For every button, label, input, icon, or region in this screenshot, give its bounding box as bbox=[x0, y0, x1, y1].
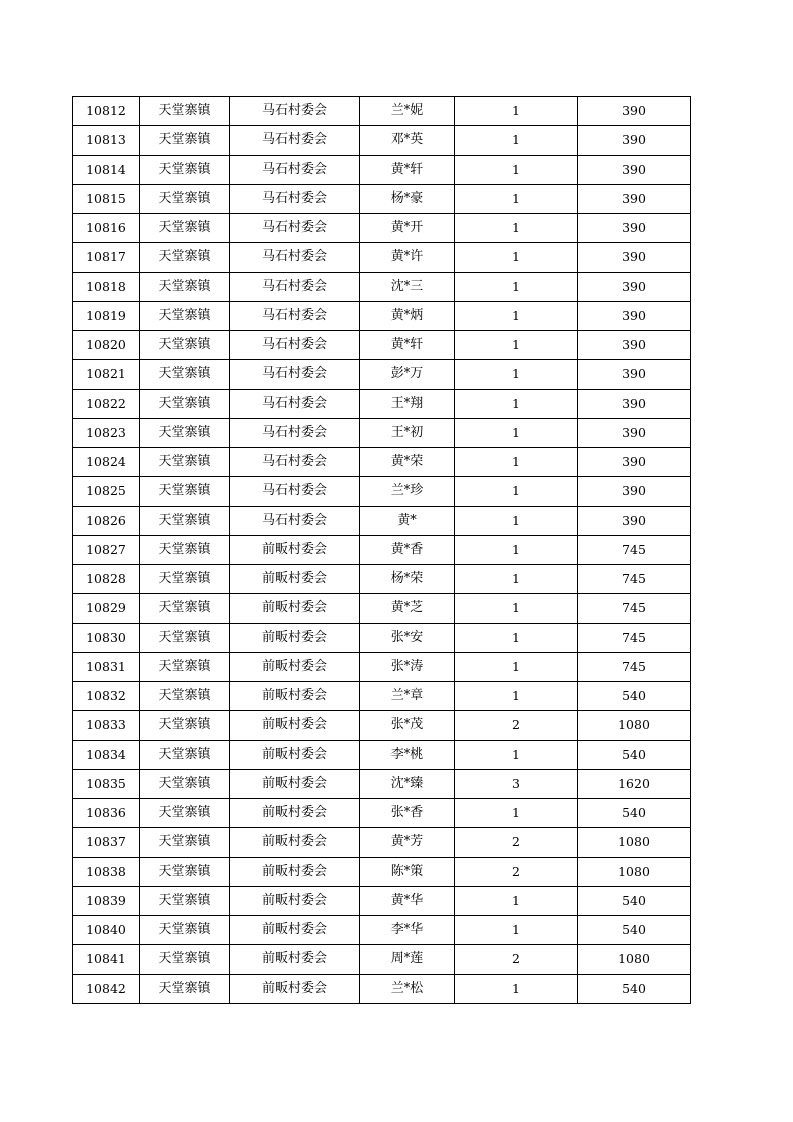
table-row bbox=[73, 389, 691, 418]
record-id-cell: 10829 bbox=[73, 594, 140, 623]
name-cell: 李*桃 bbox=[360, 740, 455, 769]
town-cell: 天堂寨镇 bbox=[140, 506, 230, 535]
amount-cell: 1080 bbox=[578, 711, 691, 740]
count-cell: 1 bbox=[455, 360, 578, 389]
village-committee-cell: 马石村委会 bbox=[230, 126, 360, 155]
village-committee-cell: 前畈村委会 bbox=[230, 799, 360, 828]
village-committee-cell: 前畈村委会 bbox=[230, 594, 360, 623]
amount-cell: 390 bbox=[578, 243, 691, 272]
count-cell: 1 bbox=[455, 799, 578, 828]
amount-cell: 745 bbox=[578, 623, 691, 652]
record-id-cell: 10826 bbox=[73, 506, 140, 535]
amount-cell: 540 bbox=[578, 799, 691, 828]
count-cell: 2 bbox=[455, 857, 578, 886]
record-id-cell: 10812 bbox=[73, 97, 140, 126]
amount-cell: 390 bbox=[578, 448, 691, 477]
table-row bbox=[73, 477, 691, 506]
town-cell: 天堂寨镇 bbox=[140, 155, 230, 184]
village-committee-cell: 马石村委会 bbox=[230, 97, 360, 126]
count-cell: 1 bbox=[455, 916, 578, 945]
amount-cell: 390 bbox=[578, 155, 691, 184]
town-cell: 天堂寨镇 bbox=[140, 126, 230, 155]
amount-cell: 745 bbox=[578, 594, 691, 623]
name-cell: 兰*章 bbox=[360, 682, 455, 711]
count-cell: 1 bbox=[455, 97, 578, 126]
town-cell: 天堂寨镇 bbox=[140, 184, 230, 213]
record-id-cell: 10822 bbox=[73, 389, 140, 418]
count-cell: 1 bbox=[455, 623, 578, 652]
town-cell: 天堂寨镇 bbox=[140, 769, 230, 798]
record-id-cell: 10837 bbox=[73, 828, 140, 857]
count-cell: 1 bbox=[455, 506, 578, 535]
record-id-cell: 10838 bbox=[73, 857, 140, 886]
record-id-cell: 10842 bbox=[73, 974, 140, 1003]
table-row bbox=[73, 945, 691, 974]
town-cell: 天堂寨镇 bbox=[140, 331, 230, 360]
count-cell: 1 bbox=[455, 331, 578, 360]
name-cell: 张*安 bbox=[360, 623, 455, 652]
town-cell: 天堂寨镇 bbox=[140, 652, 230, 681]
town-cell: 天堂寨镇 bbox=[140, 389, 230, 418]
record-id-cell: 10835 bbox=[73, 769, 140, 798]
table-row bbox=[73, 769, 691, 798]
table-row bbox=[73, 155, 691, 184]
name-cell: 沈*三 bbox=[360, 272, 455, 301]
village-committee-cell: 前畈村委会 bbox=[230, 945, 360, 974]
town-cell: 天堂寨镇 bbox=[140, 594, 230, 623]
table-row bbox=[73, 214, 691, 243]
table-row bbox=[73, 272, 691, 301]
village-committee-cell: 前畈村委会 bbox=[230, 682, 360, 711]
name-cell: 彭*万 bbox=[360, 360, 455, 389]
record-id-cell: 10828 bbox=[73, 565, 140, 594]
count-cell: 1 bbox=[455, 448, 578, 477]
table-row bbox=[73, 506, 691, 535]
village-committee-cell: 马石村委会 bbox=[230, 331, 360, 360]
amount-cell: 540 bbox=[578, 682, 691, 711]
table-row bbox=[73, 126, 691, 155]
village-committee-cell: 马石村委会 bbox=[230, 389, 360, 418]
name-cell: 邓*英 bbox=[360, 126, 455, 155]
village-committee-cell: 马石村委会 bbox=[230, 360, 360, 389]
town-cell: 天堂寨镇 bbox=[140, 448, 230, 477]
village-committee-cell: 前畈村委会 bbox=[230, 565, 360, 594]
village-committee-cell: 前畈村委会 bbox=[230, 769, 360, 798]
village-committee-cell: 前畈村委会 bbox=[230, 652, 360, 681]
table-row bbox=[73, 652, 691, 681]
village-committee-cell: 马石村委会 bbox=[230, 272, 360, 301]
count-cell: 1 bbox=[455, 652, 578, 681]
count-cell: 1 bbox=[455, 155, 578, 184]
count-cell: 1 bbox=[455, 389, 578, 418]
town-cell: 天堂寨镇 bbox=[140, 360, 230, 389]
amount-cell: 540 bbox=[578, 886, 691, 915]
name-cell: 黄*轩 bbox=[360, 331, 455, 360]
table-row bbox=[73, 448, 691, 477]
record-id-cell: 10831 bbox=[73, 652, 140, 681]
name-cell: 兰*妮 bbox=[360, 97, 455, 126]
town-cell: 天堂寨镇 bbox=[140, 828, 230, 857]
table-row bbox=[73, 682, 691, 711]
count-cell: 2 bbox=[455, 945, 578, 974]
table-row bbox=[73, 184, 691, 213]
count-cell: 1 bbox=[455, 974, 578, 1003]
town-cell: 天堂寨镇 bbox=[140, 565, 230, 594]
count-cell: 1 bbox=[455, 301, 578, 330]
amount-cell: 390 bbox=[578, 126, 691, 155]
record-id-cell: 10817 bbox=[73, 243, 140, 272]
data-table bbox=[72, 96, 691, 1004]
village-committee-cell: 前畈村委会 bbox=[230, 857, 360, 886]
town-cell: 天堂寨镇 bbox=[140, 301, 230, 330]
amount-cell: 390 bbox=[578, 97, 691, 126]
table-row bbox=[73, 974, 691, 1003]
name-cell: 张*茂 bbox=[360, 711, 455, 740]
record-id-cell: 10816 bbox=[73, 214, 140, 243]
town-cell: 天堂寨镇 bbox=[140, 974, 230, 1003]
village-committee-cell: 前畈村委会 bbox=[230, 974, 360, 1003]
amount-cell: 390 bbox=[578, 477, 691, 506]
village-committee-cell: 马石村委会 bbox=[230, 477, 360, 506]
name-cell: 陈*策 bbox=[360, 857, 455, 886]
table-row bbox=[73, 886, 691, 915]
town-cell: 天堂寨镇 bbox=[140, 477, 230, 506]
record-id-cell: 10814 bbox=[73, 155, 140, 184]
amount-cell: 390 bbox=[578, 506, 691, 535]
count-cell: 3 bbox=[455, 769, 578, 798]
amount-cell: 1620 bbox=[578, 769, 691, 798]
record-id-cell: 10830 bbox=[73, 623, 140, 652]
village-committee-cell: 马石村委会 bbox=[230, 418, 360, 447]
village-committee-cell: 前畈村委会 bbox=[230, 828, 360, 857]
name-cell: 沈*臻 bbox=[360, 769, 455, 798]
count-cell: 1 bbox=[455, 214, 578, 243]
village-committee-cell: 马石村委会 bbox=[230, 155, 360, 184]
name-cell: 黄*炳 bbox=[360, 301, 455, 330]
count-cell: 1 bbox=[455, 477, 578, 506]
record-id-cell: 10834 bbox=[73, 740, 140, 769]
count-cell: 1 bbox=[455, 535, 578, 564]
name-cell: 黄* bbox=[360, 506, 455, 535]
village-committee-cell: 马石村委会 bbox=[230, 301, 360, 330]
count-cell: 1 bbox=[455, 740, 578, 769]
village-committee-cell: 前畈村委会 bbox=[230, 886, 360, 915]
table-row bbox=[73, 740, 691, 769]
town-cell: 天堂寨镇 bbox=[140, 682, 230, 711]
table-body bbox=[73, 97, 691, 1004]
town-cell: 天堂寨镇 bbox=[140, 740, 230, 769]
amount-cell: 1080 bbox=[578, 857, 691, 886]
town-cell: 天堂寨镇 bbox=[140, 243, 230, 272]
village-committee-cell: 马石村委会 bbox=[230, 448, 360, 477]
name-cell: 黄*华 bbox=[360, 886, 455, 915]
town-cell: 天堂寨镇 bbox=[140, 623, 230, 652]
name-cell: 周*莲 bbox=[360, 945, 455, 974]
village-committee-cell: 前畈村委会 bbox=[230, 916, 360, 945]
table-row bbox=[73, 301, 691, 330]
village-committee-cell: 前畈村委会 bbox=[230, 740, 360, 769]
name-cell: 黄*香 bbox=[360, 535, 455, 564]
name-cell: 张*涛 bbox=[360, 652, 455, 681]
amount-cell: 390 bbox=[578, 360, 691, 389]
town-cell: 天堂寨镇 bbox=[140, 214, 230, 243]
table-row bbox=[73, 360, 691, 389]
record-id-cell: 10818 bbox=[73, 272, 140, 301]
record-id-cell: 10813 bbox=[73, 126, 140, 155]
count-cell: 1 bbox=[455, 418, 578, 447]
town-cell: 天堂寨镇 bbox=[140, 535, 230, 564]
name-cell: 李*华 bbox=[360, 916, 455, 945]
town-cell: 天堂寨镇 bbox=[140, 711, 230, 740]
count-cell: 1 bbox=[455, 272, 578, 301]
amount-cell: 1080 bbox=[578, 945, 691, 974]
record-id-cell: 10821 bbox=[73, 360, 140, 389]
amount-cell: 1080 bbox=[578, 828, 691, 857]
table-row bbox=[73, 916, 691, 945]
count-cell: 1 bbox=[455, 565, 578, 594]
table-row bbox=[73, 799, 691, 828]
village-committee-cell: 前畈村委会 bbox=[230, 535, 360, 564]
count-cell: 1 bbox=[455, 184, 578, 213]
record-id-cell: 10823 bbox=[73, 418, 140, 447]
record-id-cell: 10836 bbox=[73, 799, 140, 828]
village-committee-cell: 前畈村委会 bbox=[230, 711, 360, 740]
record-id-cell: 10825 bbox=[73, 477, 140, 506]
amount-cell: 540 bbox=[578, 740, 691, 769]
record-id-cell: 10839 bbox=[73, 886, 140, 915]
table-row bbox=[73, 623, 691, 652]
count-cell: 2 bbox=[455, 828, 578, 857]
record-id-cell: 10840 bbox=[73, 916, 140, 945]
name-cell: 黄*开 bbox=[360, 214, 455, 243]
name-cell: 黄*芝 bbox=[360, 594, 455, 623]
record-id-cell: 10833 bbox=[73, 711, 140, 740]
table-row bbox=[73, 594, 691, 623]
amount-cell: 390 bbox=[578, 272, 691, 301]
count-cell: 1 bbox=[455, 126, 578, 155]
amount-cell: 745 bbox=[578, 652, 691, 681]
name-cell: 王*翔 bbox=[360, 389, 455, 418]
name-cell: 杨*豪 bbox=[360, 184, 455, 213]
amount-cell: 390 bbox=[578, 214, 691, 243]
count-cell: 1 bbox=[455, 682, 578, 711]
name-cell: 黄*许 bbox=[360, 243, 455, 272]
record-id-cell: 10841 bbox=[73, 945, 140, 974]
town-cell: 天堂寨镇 bbox=[140, 945, 230, 974]
amount-cell: 540 bbox=[578, 974, 691, 1003]
town-cell: 天堂寨镇 bbox=[140, 886, 230, 915]
amount-cell: 540 bbox=[578, 916, 691, 945]
name-cell: 兰*松 bbox=[360, 974, 455, 1003]
table-row bbox=[73, 565, 691, 594]
name-cell: 王*初 bbox=[360, 418, 455, 447]
count-cell: 1 bbox=[455, 243, 578, 272]
count-cell: 2 bbox=[455, 711, 578, 740]
record-id-cell: 10820 bbox=[73, 331, 140, 360]
amount-cell: 390 bbox=[578, 301, 691, 330]
town-cell: 天堂寨镇 bbox=[140, 799, 230, 828]
village-committee-cell: 马石村委会 bbox=[230, 184, 360, 213]
town-cell: 天堂寨镇 bbox=[140, 916, 230, 945]
table-row bbox=[73, 711, 691, 740]
name-cell: 杨*荣 bbox=[360, 565, 455, 594]
count-cell: 1 bbox=[455, 594, 578, 623]
count-cell: 1 bbox=[455, 886, 578, 915]
village-committee-cell: 马石村委会 bbox=[230, 506, 360, 535]
record-id-cell: 10832 bbox=[73, 682, 140, 711]
amount-cell: 390 bbox=[578, 389, 691, 418]
table-row bbox=[73, 243, 691, 272]
amount-cell: 390 bbox=[578, 184, 691, 213]
amount-cell: 745 bbox=[578, 565, 691, 594]
table-row bbox=[73, 535, 691, 564]
table-row bbox=[73, 418, 691, 447]
record-id-cell: 10824 bbox=[73, 448, 140, 477]
amount-cell: 390 bbox=[578, 331, 691, 360]
amount-cell: 390 bbox=[578, 418, 691, 447]
amount-cell: 745 bbox=[578, 535, 691, 564]
town-cell: 天堂寨镇 bbox=[140, 97, 230, 126]
name-cell: 张*香 bbox=[360, 799, 455, 828]
table-row bbox=[73, 828, 691, 857]
table-row bbox=[73, 331, 691, 360]
village-committee-cell: 马石村委会 bbox=[230, 243, 360, 272]
name-cell: 黄*荣 bbox=[360, 448, 455, 477]
record-id-cell: 10815 bbox=[73, 184, 140, 213]
town-cell: 天堂寨镇 bbox=[140, 857, 230, 886]
name-cell: 黄*芳 bbox=[360, 828, 455, 857]
town-cell: 天堂寨镇 bbox=[140, 418, 230, 447]
name-cell: 黄*轩 bbox=[360, 155, 455, 184]
village-committee-cell: 前畈村委会 bbox=[230, 623, 360, 652]
table-row bbox=[73, 857, 691, 886]
town-cell: 天堂寨镇 bbox=[140, 272, 230, 301]
record-id-cell: 10827 bbox=[73, 535, 140, 564]
name-cell: 兰*珍 bbox=[360, 477, 455, 506]
record-id-cell: 10819 bbox=[73, 301, 140, 330]
village-committee-cell: 马石村委会 bbox=[230, 214, 360, 243]
table-row bbox=[73, 97, 691, 126]
